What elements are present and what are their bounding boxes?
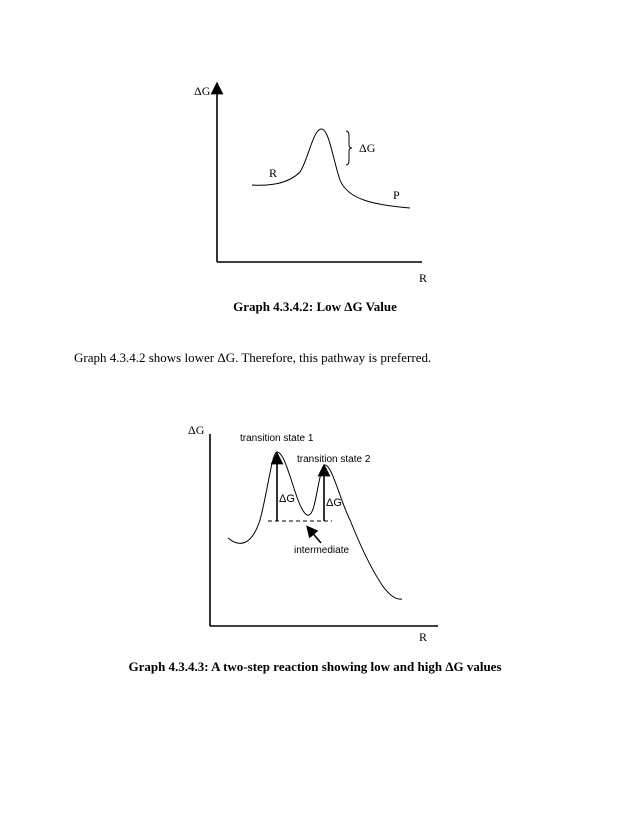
graph2-caption: Graph 4.3.4.3: A two-step reaction showing low and high ΔG values [128, 659, 502, 674]
graph2-intermediate-label: intermediate [294, 545, 350, 556]
graph1-brace [346, 131, 352, 165]
graph2-dg2-label: ΔG [326, 497, 342, 509]
graph2-energy-curve [228, 452, 402, 599]
graph2-ts1-label: transition state 1 [240, 433, 314, 444]
graph1-barrier-label: ΔG [359, 141, 376, 155]
graph2-y-label: ΔG [188, 423, 205, 437]
graph2-ts2-label: transition state 2 [297, 454, 371, 465]
graph1-y-label: ΔG [194, 84, 211, 98]
graph2-intermediate-pointer [310, 530, 321, 543]
graph2-x-label: R [419, 630, 428, 644]
body-paragraph: Graph 4.3.4.2 shows lower ΔG. Therefore, this pathway is preferred. [74, 350, 432, 365]
graph1-reactant-label: R [269, 166, 278, 180]
graph2-dg1-label: ΔG [279, 493, 295, 505]
graph1-caption: Graph 4.3.4.2: Low ΔG Value [233, 299, 397, 314]
graph1-product-label: P [393, 188, 400, 202]
graph1-x-label: R [419, 271, 428, 285]
